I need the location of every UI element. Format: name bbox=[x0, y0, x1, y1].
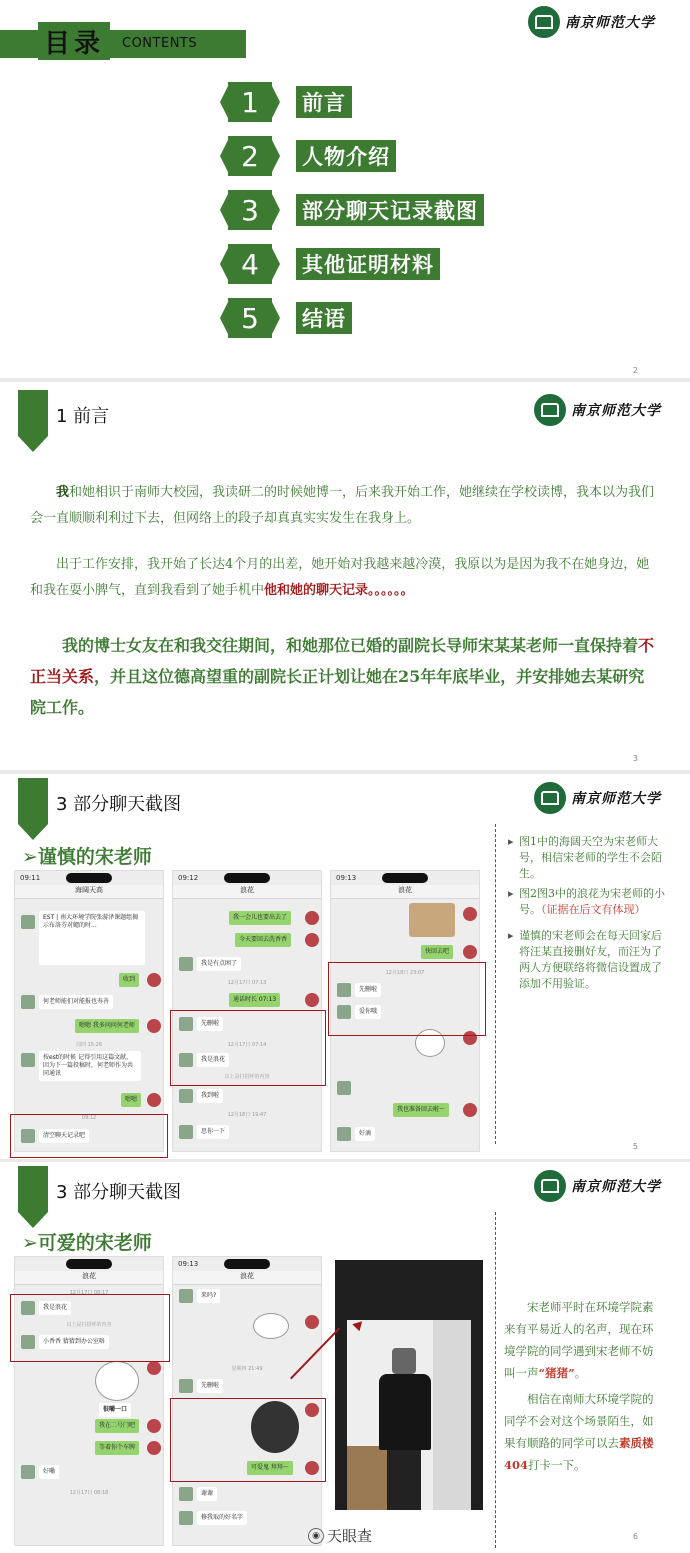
evidence-highlight-box bbox=[328, 962, 486, 1036]
pig-sticker-image bbox=[253, 1313, 289, 1339]
hallway-photo-image bbox=[335, 1260, 483, 1510]
chat-message: 收到 bbox=[119, 973, 139, 987]
contact-avatar bbox=[179, 1379, 193, 1393]
self-avatar bbox=[147, 1019, 161, 1033]
self-avatar bbox=[147, 1419, 161, 1433]
evidence-highlight-box bbox=[170, 1010, 326, 1086]
toc-item-5[interactable] bbox=[228, 298, 352, 338]
person-body-shape bbox=[379, 1374, 431, 1450]
note-red-text: 素质楼404 bbox=[504, 1436, 654, 1472]
side-notes bbox=[504, 1296, 664, 1476]
university-logo bbox=[534, 394, 661, 426]
chat-message: 修我取的好名字 bbox=[197, 1511, 247, 1525]
chat-contact-name: 海阔天高 bbox=[15, 885, 163, 899]
self-avatar bbox=[463, 1103, 477, 1117]
contact-avatar bbox=[337, 1127, 351, 1141]
divider-line bbox=[495, 1212, 496, 1548]
contact-avatar bbox=[21, 915, 35, 929]
chat-message: EST | 南大环境学院张游泽课题组揭示布洛芬对鳃的时... bbox=[39, 911, 145, 965]
door-frame-shape bbox=[433, 1320, 471, 1510]
chat-contact-name: 浪花 bbox=[173, 885, 321, 899]
chat-message: 嗯嗯 bbox=[121, 1093, 141, 1107]
chat-message: 我到啦 bbox=[197, 1089, 223, 1103]
note-item bbox=[508, 928, 670, 992]
toc-item-label: 结语 bbox=[296, 302, 352, 334]
contact-avatar bbox=[179, 1125, 193, 1139]
toc-item-number: 4 bbox=[228, 244, 272, 284]
chat-message: 好嘞 bbox=[39, 1465, 59, 1479]
self-avatar bbox=[463, 907, 477, 921]
side-notes bbox=[508, 834, 670, 996]
watermark-text: 天眼查 bbox=[327, 1527, 373, 1545]
self-avatar bbox=[305, 993, 319, 1007]
university-logo bbox=[534, 782, 661, 814]
note-text: 图1中的海阔天空为宋老师大号，相信宋老师的学生不会陌生。 bbox=[519, 835, 662, 880]
toc-item-number: 2 bbox=[228, 136, 272, 176]
page-number: 6 bbox=[632, 1532, 638, 1541]
chat-contact-name: 浪花 bbox=[173, 1271, 321, 1285]
ellipsis-text: 。。。。。。 bbox=[368, 583, 414, 598]
preface-paragraph-3 bbox=[30, 630, 660, 723]
section-flag-icon bbox=[18, 1166, 48, 1212]
chat-message: 清空聊天记录吧 bbox=[39, 1129, 89, 1143]
university-name: 南京师范大学 bbox=[565, 15, 655, 31]
university-name: 南京师范大学 bbox=[571, 1179, 661, 1195]
chat-screenshots-slide-2 bbox=[0, 1162, 690, 1553]
page-number: 5 bbox=[632, 1142, 638, 1151]
status-bar: 09:13 bbox=[173, 1257, 321, 1271]
university-logo bbox=[528, 6, 655, 38]
note-red-text: “猪猪” bbox=[538, 1366, 575, 1380]
self-avatar bbox=[147, 1441, 161, 1455]
evidence-highlight-box bbox=[10, 1294, 170, 1362]
contact-avatar bbox=[179, 957, 193, 971]
status-bar: 09:13 bbox=[331, 871, 479, 885]
paragraph-text: ，并且这位德高望重的副院长正计划让她在25年年底毕业，并安排她去某研究院工作。 bbox=[30, 667, 645, 717]
self-avatar bbox=[463, 945, 477, 959]
paragraph-lead: 我 bbox=[56, 485, 70, 500]
note-text: 图2图3中的浪花为宋老师的小号。 bbox=[519, 887, 665, 916]
note-text: 。 bbox=[574, 1366, 587, 1380]
university-seal-icon bbox=[534, 1170, 566, 1202]
evidence-highlight-box bbox=[170, 1398, 326, 1482]
chat-message: 可爱鬼 拜拜～ bbox=[247, 1461, 293, 1475]
chat-timestamp: 12月17日 08:17 bbox=[69, 1290, 109, 1296]
self-avatar bbox=[147, 1361, 161, 1375]
university-seal-icon bbox=[534, 782, 566, 814]
toc-item-label: 其他证明材料 bbox=[296, 248, 440, 280]
chat-message: 先删啦 bbox=[197, 1017, 223, 1031]
toc-item-3[interactable] bbox=[228, 190, 484, 230]
chat-message: 按est的时候 记得引用这篇文献，因为下一篇投稿时，何老师作为共同通讯 bbox=[39, 1051, 141, 1081]
watermark bbox=[308, 1525, 372, 1546]
note-text: 打卡一下。 bbox=[528, 1458, 586, 1472]
weibo-icon: ◉ bbox=[308, 1528, 324, 1544]
status-bar bbox=[15, 1257, 163, 1271]
person-legs-shape bbox=[387, 1450, 421, 1510]
highlight-text: 他和她的聊天记录 bbox=[264, 583, 369, 598]
chat-message: 好滴 bbox=[355, 1127, 375, 1141]
paragraph-text: 我的博士女友在和我交往期间，和她那位已婚的副院长导师宋某某老师一直保持着 bbox=[62, 636, 639, 655]
university-seal-icon bbox=[528, 6, 560, 38]
note-item bbox=[508, 886, 670, 918]
chat-message: 我也准备回去啦～ bbox=[393, 1103, 449, 1117]
toc-item-number: 5 bbox=[228, 298, 272, 338]
chat-message: 谢谢 bbox=[197, 1487, 217, 1501]
preface-paragraph-2 bbox=[30, 552, 660, 604]
contact-avatar bbox=[179, 1289, 193, 1303]
toc-item-1[interactable] bbox=[228, 82, 352, 122]
note-text: 宋老师平时在环境学院素来有平易近人的名声，现在环境学院的同学遇到宋老师不妨叫一声 bbox=[504, 1300, 654, 1380]
sticker-caption: 很嚼一口 bbox=[99, 1403, 131, 1417]
contact-avatar bbox=[21, 1053, 35, 1067]
toc-item-label: 前言 bbox=[296, 86, 352, 118]
slide-subtitle: ➢可爱的宋老师 bbox=[22, 1232, 152, 1254]
contact-avatar bbox=[337, 1081, 351, 1095]
chat-timestamp: 星期四 21:49 bbox=[231, 1366, 263, 1372]
chat-timestamp: 12月17日 07:14 bbox=[227, 1042, 267, 1048]
chat-message: 何老师能们对能报也寿善 bbox=[39, 995, 113, 1009]
section-title: 3 部分聊天截图 bbox=[56, 794, 182, 815]
chat-message: 来吗? bbox=[197, 1289, 220, 1303]
chat-message: 先删啦 bbox=[355, 983, 381, 997]
section-title: 3 部分聊天截图 bbox=[56, 1182, 182, 1203]
chat-notice: 以上是打招呼的内容 bbox=[224, 1074, 270, 1080]
blurred-person-image bbox=[375, 1348, 433, 1510]
paragraph-text: 出于工作安排，我开始了长达4个月的出差，她开始对我越来越冷漠，我原以为是因为我不在她身边，她和我在耍小脾气，直到我看到了她手机中 bbox=[30, 557, 650, 598]
contact-avatar bbox=[21, 1465, 35, 1479]
self-avatar bbox=[305, 911, 319, 925]
highlight-text: 不正当关系 bbox=[30, 636, 655, 686]
evidence-highlight-box bbox=[10, 1114, 168, 1158]
contact-avatar bbox=[179, 1487, 193, 1501]
person-head-shape bbox=[392, 1348, 416, 1374]
note-red-text: （证据在后文有体现） bbox=[541, 903, 646, 916]
section-flag-icon bbox=[18, 778, 48, 824]
contact-avatar bbox=[179, 1089, 193, 1103]
chat-screenshots-slide-1 bbox=[0, 774, 690, 1159]
status-bar: 09:12 bbox=[173, 871, 321, 885]
university-seal-icon bbox=[534, 394, 566, 426]
preface-slide bbox=[0, 382, 690, 770]
paragraph-text: 和她相识于南师大校园，我读研二的时候她博一，后来我开始工作，她继续在学校读博，我本以为我们会一直顺顺利利过下去，但网络上的段子却真真实实发生在我身上。 bbox=[30, 485, 655, 526]
toc-item-label: 人物介绍 bbox=[296, 140, 396, 172]
slide-subtitle: ➢谨慎的宋老师 bbox=[22, 846, 152, 868]
self-avatar bbox=[147, 1093, 161, 1107]
toc-item-4[interactable] bbox=[228, 244, 440, 284]
chat-message: 我一会儿也要出去了 bbox=[229, 911, 291, 925]
chat-message: 小香香 猜猜到办公室咯 bbox=[39, 1335, 109, 1349]
chat-message: 先删啦 bbox=[197, 1379, 223, 1393]
section-title: 1 前言 bbox=[56, 406, 110, 427]
chat-message: 通话时长 07:13 bbox=[229, 993, 280, 1007]
toc-slide bbox=[0, 0, 690, 378]
self-avatar bbox=[305, 1315, 319, 1329]
note-paragraph bbox=[504, 1296, 664, 1384]
chat-message: 我是浪花 bbox=[39, 1301, 71, 1315]
page-number: 3 bbox=[632, 754, 638, 763]
section-flag-icon bbox=[18, 390, 48, 436]
chat-timestamp: 09:12 bbox=[81, 1115, 97, 1121]
contact-avatar bbox=[179, 1511, 193, 1525]
chat-message: 等着你个车牌 bbox=[95, 1441, 139, 1455]
page-number: 2 bbox=[632, 366, 638, 375]
chat-message: 我是浪花 bbox=[197, 1053, 229, 1067]
note-paragraph bbox=[504, 1388, 664, 1476]
cat-sticker-image bbox=[409, 903, 455, 937]
chat-timestamp: 12月17日 08:18 bbox=[69, 1490, 109, 1496]
chat-message: 我在二号门吧 bbox=[95, 1419, 139, 1433]
divider-line bbox=[495, 824, 496, 1144]
toc-item-number: 3 bbox=[228, 190, 272, 230]
note-text: 谨慎的宋老师会在每天回家后将汪某直接删好友，而汪为了两人方便联络将微信设置成了添加不用验证。 bbox=[519, 929, 662, 990]
chat-message: 思你一下 bbox=[197, 1125, 229, 1139]
chat-notice: 以上是打招呼的内容 bbox=[66, 1322, 112, 1328]
note-text: 相信在南师大环境学院的同学不会对这个场景陌生，如果有顺路的同学可以去 bbox=[504, 1392, 654, 1450]
chat-message: 爱你哦 bbox=[355, 1005, 381, 1019]
university-logo bbox=[534, 1170, 661, 1202]
university-name: 南京师范大学 bbox=[571, 791, 661, 807]
chat-message: 快回去吧 bbox=[421, 945, 453, 959]
chat-contact-name: 浪花 bbox=[331, 885, 479, 899]
chat-timestamp: 12月17日 07:13 bbox=[227, 980, 267, 986]
chat-message: 嗯嗯 我多问问何老师 bbox=[75, 1019, 139, 1033]
self-avatar bbox=[147, 973, 161, 987]
chat-message: 今天要回去洗香香 bbox=[235, 933, 291, 947]
toc-item-2[interactable] bbox=[228, 136, 396, 176]
chat-timestamp: 12月18日 19:47 bbox=[227, 1112, 267, 1118]
toc-title: 目录 bbox=[38, 22, 110, 60]
toc-subtitle: CONTENTS bbox=[122, 36, 198, 51]
note-item bbox=[508, 834, 670, 882]
chat-message: 我是有点困了 bbox=[197, 957, 241, 971]
self-avatar bbox=[305, 933, 319, 947]
toc-item-number: 1 bbox=[228, 82, 272, 122]
chat-timestamp: 周四 15:26 bbox=[76, 1042, 102, 1048]
chat-screenshot-1 bbox=[14, 870, 164, 1152]
cartoon-sticker-image bbox=[95, 1361, 139, 1401]
chat-contact-name: 浪花 bbox=[15, 1271, 163, 1285]
toc-item-label: 部分聊天记录截图 bbox=[296, 194, 484, 226]
contact-avatar bbox=[21, 995, 35, 1009]
preface-paragraph-1 bbox=[30, 480, 660, 532]
chat-timestamp: 12月18日 23:07 bbox=[385, 970, 425, 976]
university-name: 南京师范大学 bbox=[571, 403, 661, 419]
status-bar: 09:11 bbox=[15, 871, 163, 885]
